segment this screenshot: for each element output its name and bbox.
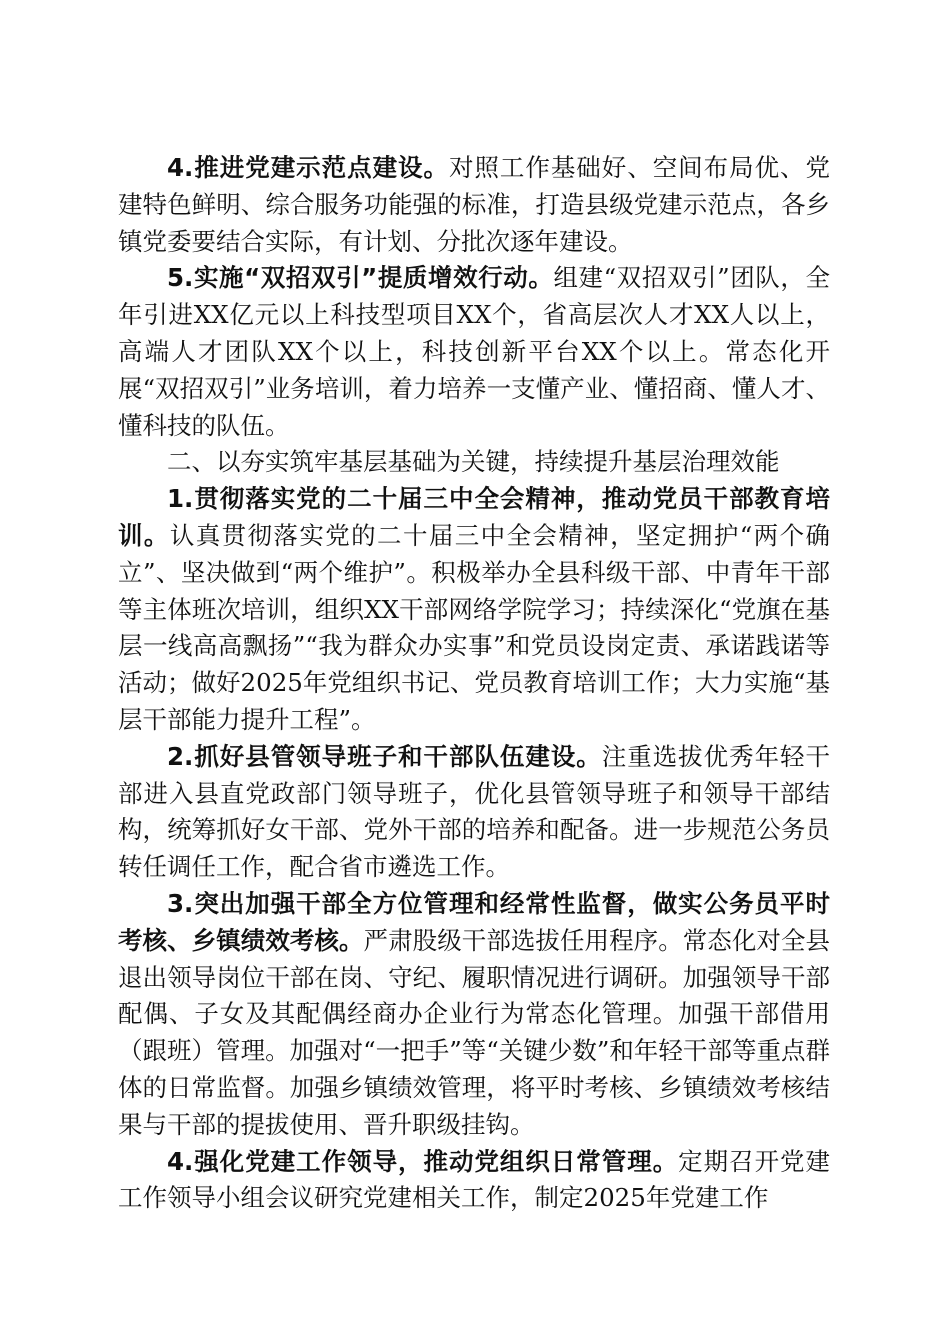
paragraph-lead: 4.强化党建工作领导，推动党组织日常管理。 (167, 1146, 679, 1176)
paragraph-cadre-supervision (118, 886, 830, 1144)
paragraph-lead: 5.实施“双招双引”提质增效行动。 (167, 263, 554, 293)
paragraph-body: 定期召开党建工作领导小组会议研究党建相关工作，制定2025年党建工作 (118, 1146, 830, 1213)
paragraph-lead: 1.贯彻落实党的二十届三中全会精神，推动党员干部教育培训。 (118, 484, 830, 550)
paragraph-body: 严肃股级干部选拔任用程序。常态化对全县退出领导岗位干部在岗、守纪、履职情况进行调研。加强领导干部配偶、子女及其配偶经商办企业行为常态化管理。加强干部借用（跟班）管理。加强对“一把手”等“关键少数”和年轻干部等重点群体的日常监督。加强乡镇绩效管理，将平时考核、乡镇绩效考核结果与干部的提拔使用、晋升职级挂钩。 (118, 925, 831, 1139)
paragraph-body: 对照工作基础好、空间布局优、党建特色鲜明、综合服务功能强的标准，打造县级党建示范点，各乡镇党委要结合实际，有计划、分批次逐年建设。 (118, 153, 831, 256)
document-page (118, 150, 830, 1217)
paragraph-lead: 4.推进党建示范点建设。 (167, 153, 449, 182)
paragraph-body: 注重选拔优秀年轻干部进入县直党政部门领导班子，优化县管领导班子和领导干部结构，统筹抓好女干部、党外干部的培养和配备。进一步规范公务员转任调任工作，配合省市遴选工作。 (118, 741, 831, 882)
paragraph-body: 组建“双招双引”团队，全年引进XX亿元以上科技型项目XX个，省高层次人才XX人以上，高端人才团队XX个以上，科技创新平台XX个以上。常态化开展“双招双引”业务培训，着力培养一支懂产业、懂招商、懂人才、懂科技的队伍。 (118, 263, 830, 440)
paragraph-leadership-team (118, 739, 830, 886)
paragraph-body: 认真贯彻落实党的二十届三中全会精神，坚定拥护“两个确立”、坚决做到“两个维护”。积极举办全县科级干部、中青年干部等主体班次培训，组织XX干部网络学院学习；持续深化“党旗在基层一线高高飘扬”“我为群众办实事”和党员设岗定责、承诺践诺等活动；做好2025年党组织书记、党员教育培训工作；大力实施“基层干部能力提升工程”。 (118, 520, 830, 734)
paragraph-lead: 2.抓好县管领导班子和干部队伍建设。 (167, 741, 602, 771)
paragraph-lead: 3.突出加强干部全方位管理和经常性监督，做实公务员平时考核、乡镇绩效考核。 (118, 888, 830, 955)
paragraph-demo-site-construction (118, 150, 830, 260)
section-heading-grassroots: 二、以夯实筑牢基层基础为关键，持续提升基层治理效能 (167, 447, 780, 477)
paragraph-education-training (118, 481, 830, 739)
paragraph-party-leadership (118, 1144, 830, 1218)
paragraph-dual-recruitment (118, 260, 830, 444)
